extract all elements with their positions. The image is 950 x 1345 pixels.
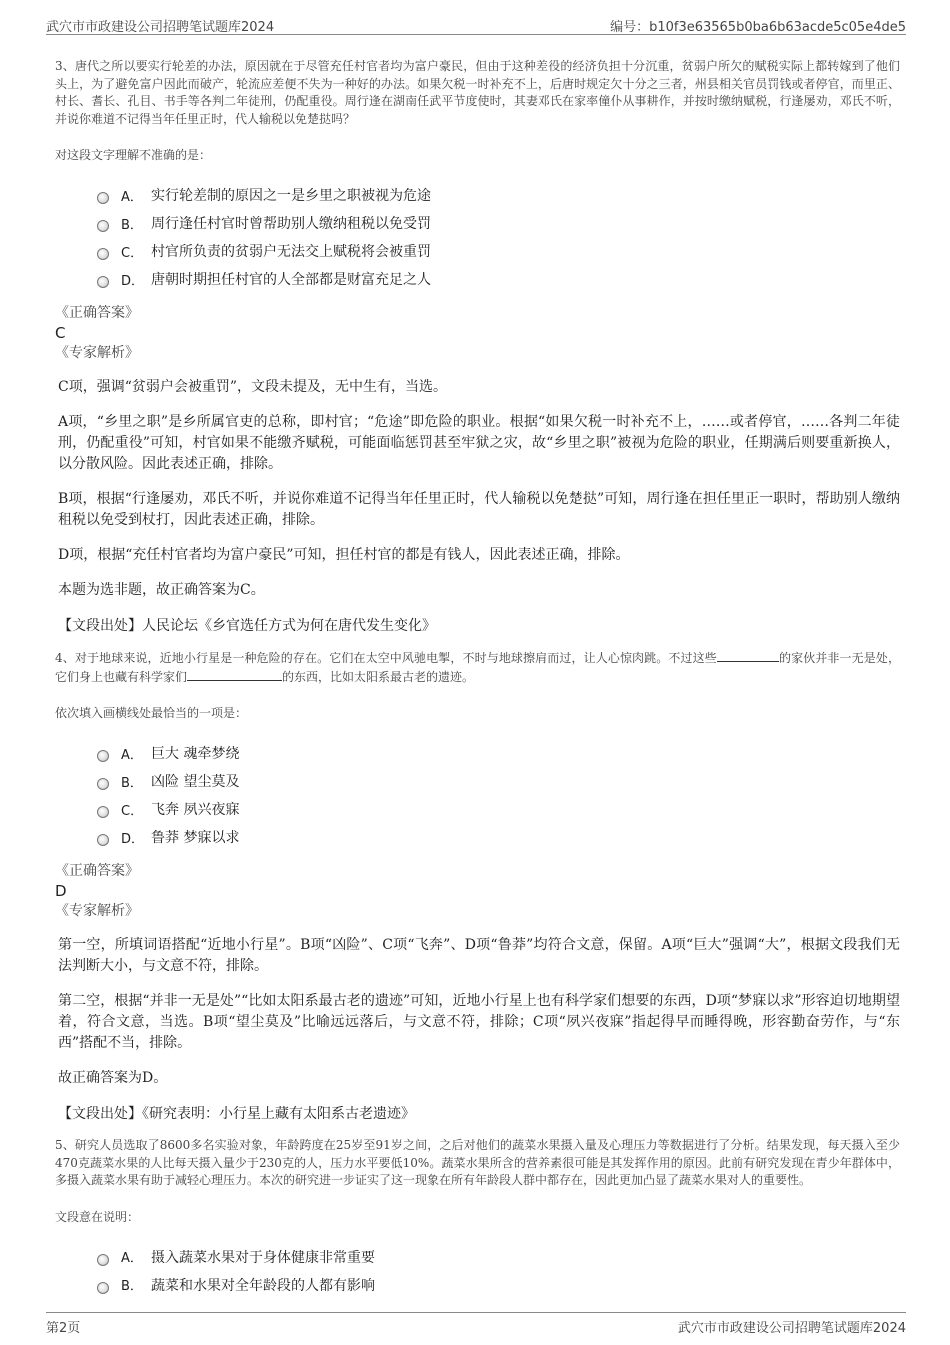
analysis-paragraph: D项，根据“充任村官者均为富户豪民”可知，担任村官的都是有钱人，因此表述正确，排除。 — [58, 547, 630, 563]
analysis-paragraph: 故正确答案为D。 — [58, 1070, 168, 1086]
option-d[interactable] — [97, 823, 900, 851]
option-b[interactable] — [97, 767, 900, 795]
option-text: 蔬菜和水果对全年龄段的人都有影响 — [151, 1277, 375, 1294]
answer-label: 《正确答案》 — [55, 305, 139, 321]
question-prompt: 依次填入画横线处最恰当的一项是： — [55, 706, 248, 720]
option-letter: A． — [121, 747, 143, 763]
option-letter: B． — [121, 217, 143, 233]
radio-button-icon[interactable] — [97, 192, 109, 204]
header-doc-id: 编号：b10f3e63565b0ba6b63acde5c05e4de5 — [610, 20, 906, 35]
source-citation: 【文段出处】《研究表明：小行星上藏有太阳系古老遗迹》 — [58, 1106, 415, 1122]
option-letter: D． — [121, 831, 145, 847]
source-citation: 【文段出处】人民论坛《乡官选任方式为何在唐代发生变化》 — [58, 618, 436, 634]
option-c[interactable] — [97, 795, 900, 823]
option-list — [97, 739, 900, 851]
question-prompt: 文段意在说明： — [55, 1209, 140, 1224]
radio-button-icon[interactable] — [97, 1282, 109, 1294]
analysis-paragraph: C项，强调“贫弱户会被重罚”，文段未提及，无中生有，当选。 — [58, 379, 448, 395]
question-prompt: 对这段文字理解不准确的是： — [55, 148, 212, 162]
option-b[interactable] — [97, 1271, 900, 1299]
option-letter: B． — [121, 1279, 143, 1294]
option-letter: A． — [121, 1251, 143, 1266]
option-text: 巨大 魂牵梦绕 — [151, 746, 240, 762]
question-text-part: 的家伙并非一无是处，它们身上也藏有科学家们 — [55, 651, 900, 684]
question-text — [55, 649, 900, 686]
option-list — [97, 181, 900, 293]
option-a[interactable] — [97, 181, 900, 209]
option-c[interactable] — [97, 237, 900, 265]
option-letter: C． — [121, 245, 144, 261]
analysis-paragraph: B项，根据“行逢屡劝，邓氏不听，并说你难道不记得当年任里正时，代人输税以免楚挞”可知，周行逢在担任里正一职时，帮助别人缴纳租税以免受到杖打，因此表述正确，排除。 — [58, 491, 900, 528]
analysis-paragraph: 本题为选非题，故正确答案为C。 — [58, 582, 265, 598]
radio-button-icon[interactable] — [97, 276, 109, 288]
fill-blank-2 — [187, 668, 282, 681]
page-number: 第2页 — [46, 1321, 81, 1336]
question-3 — [55, 58, 900, 635]
option-letter: A． — [121, 189, 143, 205]
option-text: 凶险 望尘莫及 — [151, 774, 240, 790]
radio-button-icon[interactable] — [97, 778, 109, 790]
header-title: 武穴市市政建设公司招聘笔试题库2024 — [46, 20, 275, 35]
answer-label: 《正确答案》 — [55, 863, 139, 879]
footer-title: 武穴市市政建设公司招聘笔试题库2024 — [677, 1321, 906, 1336]
option-a[interactable] — [97, 739, 900, 767]
radio-button-icon[interactable] — [97, 750, 109, 762]
radio-button-icon[interactable] — [97, 806, 109, 818]
radio-button-icon[interactable] — [97, 220, 109, 232]
question-text: 3、唐代之所以要实行轮差的办法，原因就在于尽管充任村官者均为富户豪民，但由于这种差役的经济负担十分沉重，贫弱户所欠的赋税实际上都转嫁到了他们头上，为了避免富户因此而破产，轮流应差便不失为一种好的办法。如果欠税一时补充不上，后唐时规定欠十分之三者，州县相关官员罚钱或者停官，而里正、村长、耆长、孔目、书手等各判二年徒刑，仍配重役。周行逢在湖南任武平节度使时，其妻邓氏在家率僮仆从事耕作，并按时缴纳赋税，行逢屡劝，邓氏不听，并说你难道不记得当年任里正时，代人输税以免楚挞吗？ — [55, 59, 900, 126]
analysis-paragraph: 第二空，根据“并非一无是处”“比如太阳系最古老的遗迹”可知，近地小行星上也有科学家们想要的东西，D项“梦寐以求”形容迫切地期望着，符合文意，当选。B项“望尘莫及”比喻远远落后，与文意不符，排除；C项“夙兴夜寐”指起得早而睡得晚，形容勤奋劳作，与“东西”搭配不当，排除。 — [58, 993, 900, 1051]
correct-answer: D — [55, 882, 67, 900]
option-text: 实行轮差制的原因之一是乡里之职被视为危途 — [151, 188, 431, 204]
option-letter: D． — [121, 273, 145, 289]
page-header — [46, 12, 906, 35]
option-text: 飞奔 夙兴夜寐 — [151, 802, 240, 818]
question-5 — [55, 1137, 900, 1299]
page-content — [55, 58, 900, 1299]
option-letter: C． — [121, 803, 144, 819]
question-text: 5、研究人员选取了8600多名实验对象，年龄跨度在25岁至91岁之间，之后对他们的蔬菜水果摄入量及心理压力等数据进行了分析。结果发现，每天摄入至少470克蔬菜水果的人比每天摄入量少于230克的人，压力水平要低10%。蔬菜水果所含的营养素很可能是其发挥作用的原因。此前有研究发现在青少年群体中，多摄入蔬菜水果有助于减轻心理压力。本次的研究进一步证实了这一现象在所有年龄段人群中都存在，因此更加凸显了蔬菜水果对人的重要性。 — [55, 1138, 900, 1187]
radio-button-icon[interactable] — [97, 1254, 109, 1266]
question-text-part: 的东西，比如太阳系最古老的遗迹。 — [282, 669, 475, 684]
option-a[interactable] — [97, 1243, 900, 1271]
question-text-part: 4、对于地球来说，近地小行星是一种危险的存在。它们在太空中风驰电掣，不时与地球擦肩而过，让人心惊肉跳。不过这些 — [55, 651, 717, 665]
analysis-label: 《专家解析》 — [55, 345, 139, 361]
option-text: 鲁莽 梦寐以求 — [151, 830, 240, 846]
radio-button-icon[interactable] — [97, 248, 109, 260]
analysis-label: 《专家解析》 — [55, 903, 139, 919]
fill-blank-1 — [717, 649, 779, 662]
option-text: 周行逢任村官时曾帮助别人缴纳租税以免受罚 — [151, 216, 431, 232]
page-footer — [46, 1312, 906, 1335]
radio-button-icon[interactable] — [97, 834, 109, 846]
option-text: 摄入蔬菜水果对于身体健康非常重要 — [151, 1249, 375, 1266]
option-list — [97, 1243, 900, 1299]
question-4 — [55, 649, 900, 1123]
analysis-paragraph: 第一空，所填词语搭配“近地小行星”。B项“凶险”、C项“飞奔”、D项“鲁莽”均符合文意，保留。A项“巨大”强调“大”，根据文段我们无法判断大小，与文意不符，排除。 — [58, 937, 900, 974]
option-text: 村官所负责的贫弱户无法交上赋税将会被重罚 — [151, 244, 431, 260]
option-text: 唐朝时期担任村官的人全部都是财富充足之人 — [151, 272, 431, 288]
correct-answer: C — [55, 324, 66, 342]
option-b[interactable] — [97, 209, 900, 237]
option-letter: B． — [121, 775, 143, 791]
analysis-paragraph: A项，“乡里之职”是乡所属官吏的总称，即村官；“危途”即危险的职业。根据“如果欠税一时补充不上，……或者停官，……各判二年徒刑，仍配重役”可知，村官如果不能缴齐赋税，可能面临惩罚甚至牢狱之灾，故“乡里之职”被视为危险的职业，任期满后则要重新换人，以分散风险。因此表述正确，排除。 — [58, 414, 900, 472]
option-d[interactable] — [97, 265, 900, 293]
